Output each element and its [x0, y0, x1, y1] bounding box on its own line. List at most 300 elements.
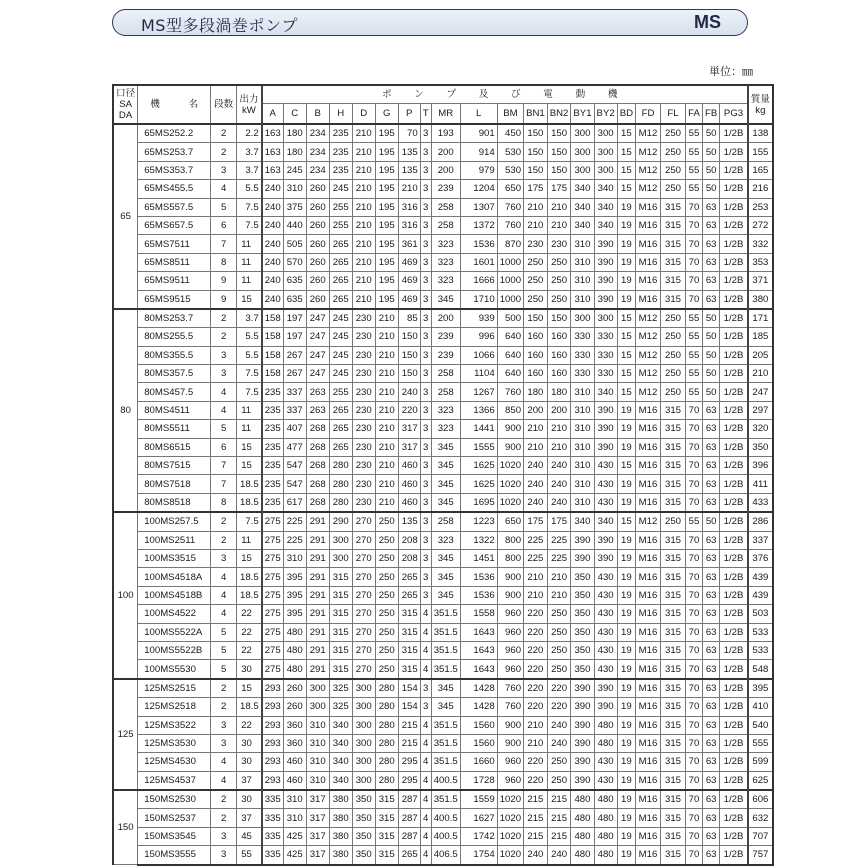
dim-p-cell: 315: [398, 623, 420, 641]
table-row: [113, 493, 773, 512]
dim-bn1-cell: 220: [524, 641, 548, 659]
dim-by1-cell: 480: [571, 790, 594, 809]
dim-fl-cell: 250: [661, 383, 686, 401]
dim-mr-cell: 323: [431, 272, 460, 290]
dim-fa-cell: 70: [686, 493, 703, 512]
table-row: [113, 346, 773, 364]
dim-mr-cell: 258: [431, 383, 460, 401]
dim-fl-cell: 315: [661, 457, 686, 475]
dim-mr-cell: 258: [431, 365, 460, 383]
dim-d-cell: 350: [352, 827, 375, 845]
dim-bm-cell: 760: [497, 198, 523, 216]
dim-bn1-cell: 230: [524, 235, 548, 253]
dim-fa-cell: 70: [686, 438, 703, 456]
dim-d-cell: 210: [352, 161, 375, 179]
dim-fb-cell: 63: [703, 605, 720, 623]
dim-bn2-cell: 250: [547, 771, 571, 790]
stages-cell: 4: [211, 771, 237, 790]
dim-b-cell: 291: [306, 641, 329, 659]
dim-by1-cell: 350: [571, 623, 594, 641]
dim-d-cell: 300: [352, 698, 375, 716]
dim-by2-cell: 340: [594, 383, 617, 401]
model-name-cell: 100MS5530: [138, 660, 211, 679]
model-name-cell: 65MS7511: [138, 235, 211, 253]
dim-bd-cell: 19: [617, 660, 635, 679]
stages-cell: 6: [211, 438, 237, 456]
dim-t-cell: 3: [420, 290, 431, 309]
dim-c-cell: 310: [283, 549, 306, 567]
dim-t-cell: 4: [420, 623, 431, 641]
dim-by1-cell: 310: [571, 420, 594, 438]
dim-fb-cell: 50: [703, 143, 720, 161]
power-cell: 7.5: [237, 216, 262, 234]
dim-l-cell: 1601: [460, 253, 497, 271]
table-header: [113, 85, 773, 124]
dim-fa-cell: 70: [686, 753, 703, 771]
dim-p-cell: 85: [398, 309, 420, 328]
dim-p-cell: 150: [398, 328, 420, 346]
mass-cell: 155: [748, 143, 773, 161]
dim-h-cell: 265: [329, 253, 352, 271]
dim-fa-cell: 70: [686, 846, 703, 865]
dim-bn2-cell: 240: [547, 716, 571, 734]
dim-p-cell: 316: [398, 216, 420, 234]
power-cell: 7.5: [237, 198, 262, 216]
mass-cell: 185: [748, 328, 773, 346]
dim-a-cell: 275: [262, 568, 284, 586]
mass-cell: 247: [748, 383, 773, 401]
stages-cell: 7: [211, 475, 237, 493]
table-row: [113, 180, 773, 198]
dim-b-cell: 234: [306, 161, 329, 179]
dim-bn1-cell: 210: [524, 568, 548, 586]
dim-p-cell: 154: [398, 679, 420, 698]
power-cell: 18.5: [237, 475, 262, 493]
dim-l-cell: 1267: [460, 383, 497, 401]
dim-fd-cell: M16: [636, 198, 661, 216]
dim-bn1-cell: 220: [524, 771, 548, 790]
dim-p-cell: 210: [398, 180, 420, 198]
dim-g-cell: 210: [375, 401, 398, 419]
dim-c-cell: 260: [283, 679, 306, 698]
dim-p-cell: 295: [398, 753, 420, 771]
dim-fb-cell: 63: [703, 438, 720, 456]
dim-a-cell: 235: [262, 401, 284, 419]
dim-fb-cell: 63: [703, 586, 720, 604]
dim-bn1-cell: 210: [524, 198, 548, 216]
dim-bd-cell: 19: [617, 827, 635, 845]
dim-fb-cell: 63: [703, 290, 720, 309]
dim-pg3-cell: 1/2B: [720, 641, 748, 659]
dim-h-cell: 245: [329, 365, 352, 383]
dim-b-cell: 268: [306, 420, 329, 438]
dim-fb-cell: 63: [703, 753, 720, 771]
dim-mr-cell: 351.5: [431, 753, 460, 771]
dim-fb-cell: 63: [703, 698, 720, 716]
dim-by1-cell: 390: [571, 734, 594, 752]
dim-d-cell: 270: [352, 605, 375, 623]
mass-cell: 353: [748, 253, 773, 271]
dim-c-cell: 505: [283, 235, 306, 253]
dim-d-cell: 300: [352, 771, 375, 790]
dim-pg3-cell: 1/2B: [720, 512, 748, 531]
dim-fb-cell: 63: [703, 531, 720, 549]
header-mass-line: kg: [755, 104, 766, 116]
model-name-cell: 80MS7518: [138, 475, 211, 493]
dim-a-cell: 158: [262, 346, 284, 364]
mass-cell: 216: [748, 180, 773, 198]
model-name-cell: 150MS3545: [138, 827, 211, 845]
dim-d-cell: 230: [352, 328, 375, 346]
dim-d-cell: 270: [352, 586, 375, 604]
header-bore-line: DA: [118, 110, 133, 121]
dim-fl-cell: 315: [661, 235, 686, 253]
dim-a-cell: 275: [262, 660, 284, 679]
stages-cell: 2: [211, 328, 237, 346]
dim-bn1-cell: 240: [524, 493, 548, 512]
stages-cell: 4: [211, 605, 237, 623]
dim-bm-cell: 650: [497, 180, 523, 198]
dim-mr-cell: 323: [431, 531, 460, 549]
dim-t-cell: 4: [420, 605, 431, 623]
model-name-cell: 125MS3530: [138, 734, 211, 752]
dim-by1-cell: 310: [571, 235, 594, 253]
dim-mr-cell: 200: [431, 143, 460, 161]
dim-bd-cell: 15: [617, 124, 635, 143]
dim-c-cell: 480: [283, 660, 306, 679]
dim-bn2-cell: 225: [547, 549, 571, 567]
dim-by2-cell: 430: [594, 753, 617, 771]
dim-b-cell: 234: [306, 124, 329, 143]
dim-by1-cell: 310: [571, 493, 594, 512]
dim-mr-cell: 239: [431, 180, 460, 198]
stages-cell: 3: [211, 827, 237, 845]
stages-cell: 2: [211, 679, 237, 698]
dim-bd-cell: 19: [617, 790, 635, 809]
power-cell: 15: [237, 679, 262, 698]
dim-fd-cell: M16: [636, 641, 661, 659]
dim-fl-cell: 315: [661, 790, 686, 809]
mass-cell: 411: [748, 475, 773, 493]
dim-pg3-cell: 1/2B: [720, 475, 748, 493]
dim-mr-cell: 351.5: [431, 734, 460, 752]
header-dim-bm: BM: [497, 104, 523, 125]
dim-bn2-cell: 150: [547, 143, 571, 161]
dim-pg3-cell: 1/2B: [720, 716, 748, 734]
dim-bn2-cell: 210: [547, 198, 571, 216]
dim-fl-cell: 315: [661, 216, 686, 234]
dim-fd-cell: M12: [636, 180, 661, 198]
dim-fa-cell: 70: [686, 235, 703, 253]
dim-p-cell: 150: [398, 346, 420, 364]
dim-bm-cell: 960: [497, 753, 523, 771]
dim-bd-cell: 19: [617, 698, 635, 716]
dim-p-cell: 287: [398, 827, 420, 845]
dim-a-cell: 293: [262, 716, 284, 734]
dim-l-cell: 939: [460, 309, 497, 328]
dim-fb-cell: 63: [703, 493, 720, 512]
dim-fd-cell: M16: [636, 790, 661, 809]
dim-d-cell: 270: [352, 568, 375, 586]
dim-bn1-cell: 250: [524, 272, 548, 290]
dim-bn2-cell: 250: [547, 253, 571, 271]
dim-fb-cell: 63: [703, 660, 720, 679]
dim-fb-cell: 63: [703, 809, 720, 827]
mass-cell: 371: [748, 272, 773, 290]
dim-bn1-cell: 250: [524, 290, 548, 309]
dim-t-cell: 4: [420, 771, 431, 790]
dim-mr-cell: 400.5: [431, 809, 460, 827]
dim-t-cell: 3: [420, 216, 431, 234]
dim-fl-cell: 250: [661, 346, 686, 364]
dim-fd-cell: M16: [636, 734, 661, 752]
dim-bd-cell: 19: [617, 531, 635, 549]
dim-bm-cell: 960: [497, 605, 523, 623]
table-row: [113, 753, 773, 771]
dim-mr-cell: 345: [431, 475, 460, 493]
mass-cell: 503: [748, 605, 773, 623]
dim-g-cell: 250: [375, 605, 398, 623]
model-name-cell: 80MS355.5: [138, 346, 211, 364]
dim-d-cell: 210: [352, 216, 375, 234]
dim-mr-cell: 258: [431, 512, 460, 531]
dim-mr-cell: 351.5: [431, 623, 460, 641]
mass-cell: 272: [748, 216, 773, 234]
dim-pg3-cell: 1/2B: [720, 586, 748, 604]
power-cell: 22: [237, 716, 262, 734]
table-row: [113, 790, 773, 809]
dim-bd-cell: 19: [617, 549, 635, 567]
dim-bd-cell: 15: [617, 180, 635, 198]
dim-bd-cell: 19: [617, 401, 635, 419]
dim-h-cell: 245: [329, 309, 352, 328]
dim-b-cell: 317: [306, 790, 329, 809]
dim-a-cell: 293: [262, 771, 284, 790]
dim-c-cell: 197: [283, 328, 306, 346]
dim-fd-cell: M16: [636, 272, 661, 290]
dim-fd-cell: M16: [636, 827, 661, 845]
dim-t-cell: 3: [420, 512, 431, 531]
dim-mr-cell: 323: [431, 401, 460, 419]
dim-c-cell: 460: [283, 753, 306, 771]
dim-mr-cell: 345: [431, 586, 460, 604]
dim-bn2-cell: 180: [547, 383, 571, 401]
dim-g-cell: 250: [375, 586, 398, 604]
dim-p-cell: 265: [398, 568, 420, 586]
dim-fb-cell: 63: [703, 549, 720, 567]
dim-bm-cell: 1020: [497, 790, 523, 809]
stages-cell: 5: [211, 660, 237, 679]
dim-c-cell: 310: [283, 809, 306, 827]
dim-b-cell: 310: [306, 716, 329, 734]
header-bore-line: SA: [119, 99, 132, 110]
dim-bn1-cell: 210: [524, 586, 548, 604]
stages-cell: 3: [211, 365, 237, 383]
dim-pg3-cell: 1/2B: [720, 531, 748, 549]
dim-t-cell: 3: [420, 401, 431, 419]
dim-fd-cell: M12: [636, 512, 661, 531]
header-dim-bn2: BN2: [547, 104, 571, 125]
dim-bn1-cell: 175: [524, 180, 548, 198]
dim-fb-cell: 50: [703, 328, 720, 346]
dim-l-cell: 1695: [460, 493, 497, 512]
header-dim-bn1: BN1: [524, 104, 548, 125]
dim-fd-cell: M16: [636, 753, 661, 771]
dim-by2-cell: 390: [594, 420, 617, 438]
dim-fa-cell: 70: [686, 623, 703, 641]
table-row: [113, 512, 773, 531]
dim-fb-cell: 63: [703, 623, 720, 641]
dim-c-cell: 360: [283, 734, 306, 752]
dim-a-cell: 240: [262, 216, 284, 234]
dim-fa-cell: 55: [686, 143, 703, 161]
dim-fd-cell: M16: [636, 623, 661, 641]
header-power: [237, 85, 262, 124]
model-name-cell: 150MS3555: [138, 846, 211, 865]
dim-t-cell: 4: [420, 790, 431, 809]
dim-l-cell: 1666: [460, 272, 497, 290]
dim-bn1-cell: 220: [524, 660, 548, 679]
dim-b-cell: 291: [306, 623, 329, 641]
model-name-cell: 100MS2511: [138, 531, 211, 549]
mass-cell: 533: [748, 641, 773, 659]
dim-fd-cell: M16: [636, 586, 661, 604]
dim-bn1-cell: 220: [524, 623, 548, 641]
dim-bd-cell: 19: [617, 235, 635, 253]
dim-fa-cell: 70: [686, 790, 703, 809]
dim-l-cell: 979: [460, 161, 497, 179]
dim-fl-cell: 315: [661, 420, 686, 438]
dim-by2-cell: 390: [594, 438, 617, 456]
power-cell: 37: [237, 809, 262, 827]
dim-l-cell: 1660: [460, 753, 497, 771]
dim-bn2-cell: 150: [547, 124, 571, 143]
dim-a-cell: 158: [262, 328, 284, 346]
mass-cell: 632: [748, 809, 773, 827]
dim-by2-cell: 330: [594, 365, 617, 383]
dim-t-cell: 3: [420, 531, 431, 549]
model-name-cell: 65MS353.7: [138, 161, 211, 179]
dim-mr-cell: 345: [431, 457, 460, 475]
dim-t-cell: 4: [420, 660, 431, 679]
dim-l-cell: 1625: [460, 457, 497, 475]
dim-g-cell: 195: [375, 143, 398, 161]
dim-mr-cell: 345: [431, 679, 460, 698]
spec-table: [112, 84, 774, 866]
dim-bn2-cell: 250: [547, 605, 571, 623]
dim-bn2-cell: 220: [547, 679, 571, 698]
stages-cell: 4: [211, 568, 237, 586]
dim-bm-cell: 960: [497, 623, 523, 641]
table-row: [113, 846, 773, 865]
stages-cell: 4: [211, 180, 237, 198]
dim-g-cell: 210: [375, 438, 398, 456]
model-name-cell: 65MS253.7: [138, 143, 211, 161]
dim-h-cell: 315: [329, 605, 352, 623]
table-row: [113, 438, 773, 456]
dim-c-cell: 395: [283, 586, 306, 604]
dim-a-cell: 235: [262, 475, 284, 493]
table-row: [113, 143, 773, 161]
dim-b-cell: 263: [306, 383, 329, 401]
dim-c-cell: 460: [283, 771, 306, 790]
dim-by2-cell: 430: [594, 623, 617, 641]
dim-by2-cell: 390: [594, 698, 617, 716]
dim-by2-cell: 300: [594, 161, 617, 179]
dim-g-cell: 195: [375, 124, 398, 143]
dim-by2-cell: 390: [594, 549, 617, 567]
dim-c-cell: 180: [283, 124, 306, 143]
dim-mr-cell: 323: [431, 420, 460, 438]
model-name-cell: 65MS9511: [138, 272, 211, 290]
dim-bd-cell: 15: [617, 309, 635, 328]
dim-l-cell: 1066: [460, 346, 497, 364]
header-dim-by2: BY2: [594, 104, 617, 125]
header-dim-g: G: [375, 104, 398, 125]
dim-bm-cell: 1000: [497, 253, 523, 271]
dim-fb-cell: 63: [703, 846, 720, 865]
dim-by2-cell: 430: [594, 586, 617, 604]
dim-d-cell: 350: [352, 790, 375, 809]
model-name-cell: 80MS7515: [138, 457, 211, 475]
dim-fb-cell: 50: [703, 124, 720, 143]
dim-fl-cell: 250: [661, 161, 686, 179]
dim-a-cell: 275: [262, 623, 284, 641]
dim-bd-cell: 19: [617, 846, 635, 865]
dim-fl-cell: 315: [661, 290, 686, 309]
dim-a-cell: 235: [262, 438, 284, 456]
stages-cell: 4: [211, 383, 237, 401]
dim-g-cell: 210: [375, 346, 398, 364]
dim-bn2-cell: 215: [547, 790, 571, 809]
dim-pg3-cell: 1/2B: [720, 346, 748, 364]
dim-bn2-cell: 215: [547, 827, 571, 845]
dim-fb-cell: 63: [703, 198, 720, 216]
table-row: [113, 383, 773, 401]
dim-a-cell: 335: [262, 846, 284, 865]
dim-b-cell: 268: [306, 457, 329, 475]
dim-b-cell: 317: [306, 827, 329, 845]
unit-label: 単位：㎜: [709, 65, 753, 78]
dim-g-cell: 195: [375, 198, 398, 216]
dim-b-cell: 260: [306, 272, 329, 290]
dim-bd-cell: 19: [617, 771, 635, 790]
dim-c-cell: 570: [283, 253, 306, 271]
dim-t-cell: 3: [420, 124, 431, 143]
dim-bn2-cell: 175: [547, 512, 571, 531]
dim-by2-cell: 430: [594, 660, 617, 679]
model-name-cell: 100MS5522A: [138, 623, 211, 641]
dim-pg3-cell: 1/2B: [720, 420, 748, 438]
dim-p-cell: 135: [398, 512, 420, 531]
dim-by2-cell: 390: [594, 235, 617, 253]
dim-by2-cell: 480: [594, 846, 617, 865]
dim-fb-cell: 50: [703, 365, 720, 383]
dim-g-cell: 250: [375, 531, 398, 549]
dim-by2-cell: 300: [594, 143, 617, 161]
dim-b-cell: 247: [306, 328, 329, 346]
dim-l-cell: 1558: [460, 605, 497, 623]
dim-fa-cell: 55: [686, 309, 703, 328]
dim-bm-cell: 530: [497, 143, 523, 161]
dim-t-cell: 3: [420, 253, 431, 271]
dim-g-cell: 315: [375, 809, 398, 827]
header-dim-fl: FL: [661, 104, 686, 125]
power-cell: 22: [237, 641, 262, 659]
dim-by1-cell: 340: [571, 180, 594, 198]
dim-by2-cell: 330: [594, 346, 617, 364]
power-cell: 7.5: [237, 383, 262, 401]
